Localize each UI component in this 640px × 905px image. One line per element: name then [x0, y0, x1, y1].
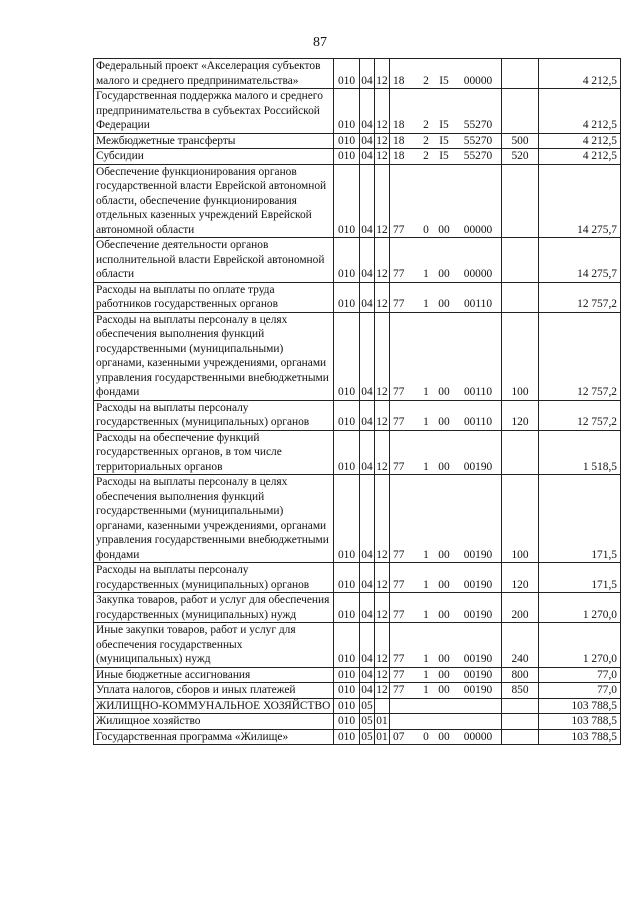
subsection-code-cell: 01 [376, 715, 388, 727]
target-article-part: 1 [423, 578, 429, 591]
subsection-code-cell: 12 [375, 593, 390, 623]
table-row [94, 164, 621, 238]
target-article-part: 2 [423, 74, 429, 87]
expense-type-cell [502, 729, 539, 745]
grbs-code-cell: 010 [334, 430, 360, 475]
budget-table-body [94, 59, 621, 745]
section-code-cell: 04 [360, 164, 375, 238]
target-article-code-cell [390, 400, 502, 430]
amount-cell: 1 270,0 [539, 593, 621, 623]
subsection-code-cell: 12 [375, 563, 390, 593]
row-name-cell: Государственная поддержка малого и среднего предпринимательства в субъектах Российской Федерации [94, 89, 334, 134]
expense-type-cell [502, 698, 539, 714]
row-name-cell: Обеспечение деятельности органов исполнительной власти Еврейской автономной области [94, 238, 334, 283]
target-article-code [393, 548, 501, 563]
target-article-part: 00110 [463, 416, 493, 428]
target-article-part: 00 [438, 298, 450, 310]
target-article-part: 77 [393, 268, 405, 280]
target-article-part: 77 [393, 668, 405, 681]
section-code-cell: 04 [360, 475, 375, 563]
expense-type-cell [502, 282, 539, 312]
target-article-code [393, 134, 501, 149]
grbs-code-cell: 010 [334, 282, 360, 312]
row-name-cell: Субсидии [94, 149, 334, 165]
target-article-part: 00000 [463, 268, 493, 280]
target-article-code-cell [390, 593, 502, 623]
target-article-part: 00 [438, 684, 450, 696]
row-name-cell: Расходы на выплаты персоналу в целях обеспечения выполнения функций государственными (муниципальными) органами, казенными учреждениями, органами управления государственными внебюджетными фондами [94, 475, 334, 563]
target-article-part: 00110 [463, 386, 493, 398]
subsection-code-cell: 12 [376, 134, 388, 147]
row-name-cell: Закупка товаров, работ и услуг для обеспечения государственных (муниципальных) нужд [94, 593, 334, 623]
amount-cell: 4 212,5 [539, 89, 621, 134]
table-row [94, 593, 621, 623]
section-code-cell: 04 [361, 684, 373, 696]
row-name-cell: Федеральный проект «Акселерация субъектов малого и среднего предпринимательства» [94, 59, 334, 89]
target-article-part: 00 [438, 730, 450, 743]
target-article-part: 1 [423, 298, 429, 310]
target-article-code [393, 223, 501, 238]
grbs-code-cell: 010 [334, 59, 360, 89]
expense-type-cell [502, 238, 539, 283]
section-code-cell: 04 [361, 668, 373, 681]
grbs-code-cell: 010 [334, 133, 360, 149]
target-article-code [393, 730, 501, 745]
row-name-cell: Расходы на выплаты персоналу государственных (муниципальных) органов [94, 563, 334, 593]
expense-type-cell: 120 [502, 400, 539, 430]
table-row [94, 59, 621, 89]
grbs-code-cell: 010 [334, 312, 360, 400]
grbs-code-cell: 010 [334, 698, 360, 714]
table-row [94, 623, 621, 668]
target-article-part: 0 [423, 730, 429, 743]
target-article-part: I5 [439, 134, 449, 147]
target-article-part: 00 [438, 223, 450, 236]
expense-type-cell: 240 [502, 623, 539, 668]
row-name-cell: Обеспечение функционирования органов государственной власти Еврейской автономной области, обеспечение функционирования отдельных казенных учреждений Еврейской автономной области [94, 164, 334, 238]
grbs-code-cell: 010 [334, 667, 360, 683]
section-code-cell: 04 [360, 593, 375, 623]
amount-cell: 103 788,5 [539, 714, 621, 730]
target-article-part: 00190 [463, 653, 493, 665]
target-article-part: 55270 [463, 119, 493, 131]
target-article-part: 00000 [463, 74, 493, 87]
subsection-code-cell [375, 698, 390, 714]
expense-type-cell: 520 [502, 149, 539, 165]
target-article-code-cell [390, 149, 502, 165]
target-article-part: 18 [393, 134, 405, 147]
row-name-cell: Расходы на выплаты по оплате труда работников государственных органов [94, 282, 334, 312]
target-article-part: 1 [423, 653, 429, 665]
section-code-cell: 04 [360, 89, 375, 134]
subsection-code-cell: 12 [376, 668, 388, 681]
row-name-cell: Государственная программа «Жилище» [94, 729, 334, 745]
target-article-part: 00 [438, 416, 450, 428]
table-row [94, 312, 621, 400]
subsection-code-cell: 12 [375, 623, 390, 668]
target-article-code [393, 267, 501, 282]
subsection-code-cell: 12 [375, 475, 390, 563]
target-article-code [393, 385, 501, 400]
target-article-part: 00190 [463, 578, 493, 591]
target-article-part: 2 [423, 150, 429, 162]
expense-type-cell: 200 [502, 593, 539, 623]
target-article-part: 00 [438, 578, 450, 591]
amount-cell: 77,0 [539, 667, 621, 683]
target-article-part: I5 [439, 150, 449, 162]
row-name-cell: ЖИЛИЩНО-КОММУНАЛЬНОЕ ХОЗЯЙСТВО [94, 698, 334, 714]
target-article-part: 00000 [463, 730, 493, 743]
amount-cell: 14 275,7 [539, 164, 621, 238]
table-row [94, 667, 621, 683]
expense-type-cell: 100 [502, 312, 539, 400]
target-article-code [393, 415, 501, 430]
target-article-code-cell [390, 89, 502, 134]
target-article-part: 77 [393, 548, 405, 561]
subsection-code-cell: 12 [376, 684, 388, 696]
target-article-part: 1 [423, 608, 429, 621]
grbs-code-cell: 010 [334, 149, 360, 165]
target-article-code-cell [390, 312, 502, 400]
section-code-cell: 04 [360, 312, 375, 400]
section-code-cell: 04 [360, 59, 375, 89]
subsection-code-cell: 12 [375, 59, 390, 89]
target-article-part: 2 [423, 119, 429, 131]
grbs-code-cell: 010 [334, 623, 360, 668]
row-name-cell: Расходы на выплаты персоналу в целях обеспечения выполнения функций государственными (муниципальными) органами, казенными учреждениями, органами управления государственными внебюджетными фондами [94, 312, 334, 400]
target-article-code [393, 74, 501, 89]
target-article-code-cell [390, 164, 502, 238]
table-row [94, 149, 621, 165]
grbs-code-cell: 010 [334, 729, 360, 745]
target-article-part: 55270 [463, 150, 493, 162]
target-article-code-cell [390, 667, 502, 683]
amount-cell: 12 757,2 [539, 282, 621, 312]
target-article-part: 77 [393, 608, 405, 621]
grbs-code-cell: 010 [334, 238, 360, 283]
target-article-part: 00 [438, 668, 450, 681]
amount-cell: 1 270,0 [539, 623, 621, 668]
target-article-part: 77 [393, 684, 405, 696]
target-article-part: 77 [393, 223, 405, 236]
amount-cell: 103 788,5 [539, 698, 621, 714]
subsection-code-cell: 12 [376, 150, 388, 162]
target-article-part: 18 [393, 74, 405, 87]
target-article-code-cell [390, 430, 502, 475]
target-article-code [393, 297, 501, 312]
target-article-part: 77 [393, 298, 405, 310]
budget-table [93, 58, 621, 745]
section-code-cell: 04 [360, 238, 375, 283]
target-article-code [393, 578, 501, 593]
target-article-code [393, 460, 501, 475]
grbs-code-cell: 010 [334, 714, 360, 730]
amount-cell: 171,5 [539, 563, 621, 593]
amount-cell: 103 788,5 [539, 729, 621, 745]
target-article-code-cell [390, 623, 502, 668]
section-code-cell: 04 [360, 282, 375, 312]
target-article-part: 00 [438, 608, 450, 621]
amount-cell: 77,0 [539, 683, 621, 699]
target-article-code-cell [390, 729, 502, 745]
target-article-part: 00000 [463, 223, 493, 236]
table-row [94, 729, 621, 745]
target-article-part: 00 [438, 460, 450, 473]
target-article-code-cell [390, 282, 502, 312]
table-row [94, 89, 621, 134]
subsection-code-cell: 12 [375, 430, 390, 475]
target-article-part: 2 [423, 134, 429, 147]
table-row [94, 714, 621, 730]
amount-cell: 4 212,5 [539, 133, 621, 149]
target-article-part: 00 [438, 548, 450, 561]
amount-cell: 4 212,5 [539, 59, 621, 89]
subsection-code-cell: 12 [375, 164, 390, 238]
expense-type-cell: 120 [502, 563, 539, 593]
section-code-cell: 04 [361, 150, 373, 162]
target-article-part: 18 [393, 150, 405, 162]
target-article-code-cell [390, 59, 502, 89]
subsection-code-cell: 01 [376, 730, 388, 743]
target-article-code [393, 714, 501, 729]
expense-type-cell [502, 89, 539, 134]
target-article-part: 00 [438, 653, 450, 665]
target-article-part: 0 [423, 223, 429, 236]
target-article-part: 00190 [463, 548, 493, 561]
table-row [94, 400, 621, 430]
grbs-code-cell: 010 [334, 593, 360, 623]
target-article-part: 00110 [463, 298, 493, 310]
expense-type-cell: 100 [502, 475, 539, 563]
grbs-code-cell: 010 [334, 400, 360, 430]
target-article-code [393, 683, 501, 698]
target-article-code [393, 652, 501, 667]
section-code-cell: 04 [360, 623, 375, 668]
section-code-cell: 04 [361, 134, 373, 147]
expense-type-cell: 500 [502, 133, 539, 149]
subsection-code-cell: 12 [375, 89, 390, 134]
grbs-code-cell: 010 [334, 683, 360, 699]
target-article-part: 00 [438, 268, 450, 280]
expense-type-cell: 800 [502, 667, 539, 683]
subsection-code-cell: 12 [375, 238, 390, 283]
subsection-code-cell: 12 [375, 282, 390, 312]
grbs-code-cell: 010 [334, 164, 360, 238]
target-article-part: 00190 [463, 668, 493, 681]
target-article-code-cell [390, 563, 502, 593]
grbs-code-cell: 010 [334, 563, 360, 593]
target-article-code [393, 118, 501, 133]
section-code-cell: 04 [360, 400, 375, 430]
target-article-code-cell [390, 238, 502, 283]
target-article-part: 77 [393, 460, 405, 473]
section-code-cell: 05 [361, 730, 373, 743]
section-code-cell: 04 [360, 563, 375, 593]
target-article-part: 77 [393, 386, 405, 398]
amount-cell: 4 212,5 [539, 149, 621, 165]
target-article-part: 77 [393, 653, 405, 665]
subsection-code-cell: 12 [375, 312, 390, 400]
row-name-cell: Иные закупки товаров, работ и услуг для обеспечения государственных (муниципальных) нужд [94, 623, 334, 668]
target-article-part: 00190 [463, 608, 493, 621]
target-article-part: 1 [423, 268, 429, 280]
table-row [94, 430, 621, 475]
target-article-code-cell [390, 714, 502, 730]
section-code-cell: 05 [361, 699, 373, 712]
table-row [94, 563, 621, 593]
target-article-code [393, 149, 501, 164]
amount-cell: 12 757,2 [539, 400, 621, 430]
page-number: 87 [313, 35, 327, 50]
grbs-code-cell: 010 [334, 89, 360, 134]
row-name-cell: Иные бюджетные ассигнования [94, 667, 334, 683]
amount-cell: 14 275,7 [539, 238, 621, 283]
amount-cell: 1 518,5 [539, 430, 621, 475]
target-article-part: 1 [423, 684, 429, 696]
target-article-code [393, 699, 501, 714]
target-article-code-cell [390, 133, 502, 149]
row-name-cell: Жилищное хозяйство [94, 714, 334, 730]
subsection-code-cell: 12 [375, 400, 390, 430]
table-row [94, 698, 621, 714]
row-name-cell: Межбюджетные трансферты [94, 133, 334, 149]
target-article-part: 1 [423, 386, 429, 398]
target-article-part: 07 [393, 730, 405, 743]
row-name-cell: Расходы на выплаты персоналу государственных (муниципальных) органов [94, 400, 334, 430]
row-name-cell: Расходы на обеспечение функций государственных органов, в том числе территориальных органов [94, 430, 334, 475]
target-article-code-cell [390, 698, 502, 714]
expense-type-cell [502, 430, 539, 475]
target-article-code-cell [390, 683, 502, 699]
target-article-part: 1 [423, 668, 429, 681]
target-article-part: 00190 [463, 684, 493, 696]
amount-cell: 12 757,2 [539, 312, 621, 400]
target-article-part: 77 [393, 416, 405, 428]
section-code-cell: 05 [361, 715, 373, 727]
section-code-cell: 04 [360, 430, 375, 475]
target-article-part: 55270 [463, 134, 493, 147]
grbs-code-cell: 010 [334, 475, 360, 563]
target-article-part: 77 [393, 578, 405, 591]
target-article-part: 00190 [463, 460, 493, 473]
target-article-code [393, 608, 501, 623]
target-article-code [393, 668, 501, 683]
expense-type-cell [502, 714, 539, 730]
target-article-part: 1 [423, 416, 429, 428]
target-article-part: 1 [423, 548, 429, 561]
amount-cell: 171,5 [539, 475, 621, 563]
table-row [94, 133, 621, 149]
table-row [94, 475, 621, 563]
target-article-code-cell [390, 475, 502, 563]
table-row [94, 238, 621, 283]
target-article-part: I5 [439, 119, 449, 131]
table-row [94, 282, 621, 312]
expense-type-cell [502, 164, 539, 238]
expense-type-cell [502, 59, 539, 89]
table-row [94, 683, 621, 699]
target-article-part: 00 [438, 386, 450, 398]
target-article-part: I5 [439, 74, 449, 87]
target-article-part: 1 [423, 460, 429, 473]
row-name-cell: Уплата налогов, сборов и иных платежей [94, 683, 334, 699]
target-article-part: 18 [393, 119, 405, 131]
expense-type-cell: 850 [502, 683, 539, 699]
